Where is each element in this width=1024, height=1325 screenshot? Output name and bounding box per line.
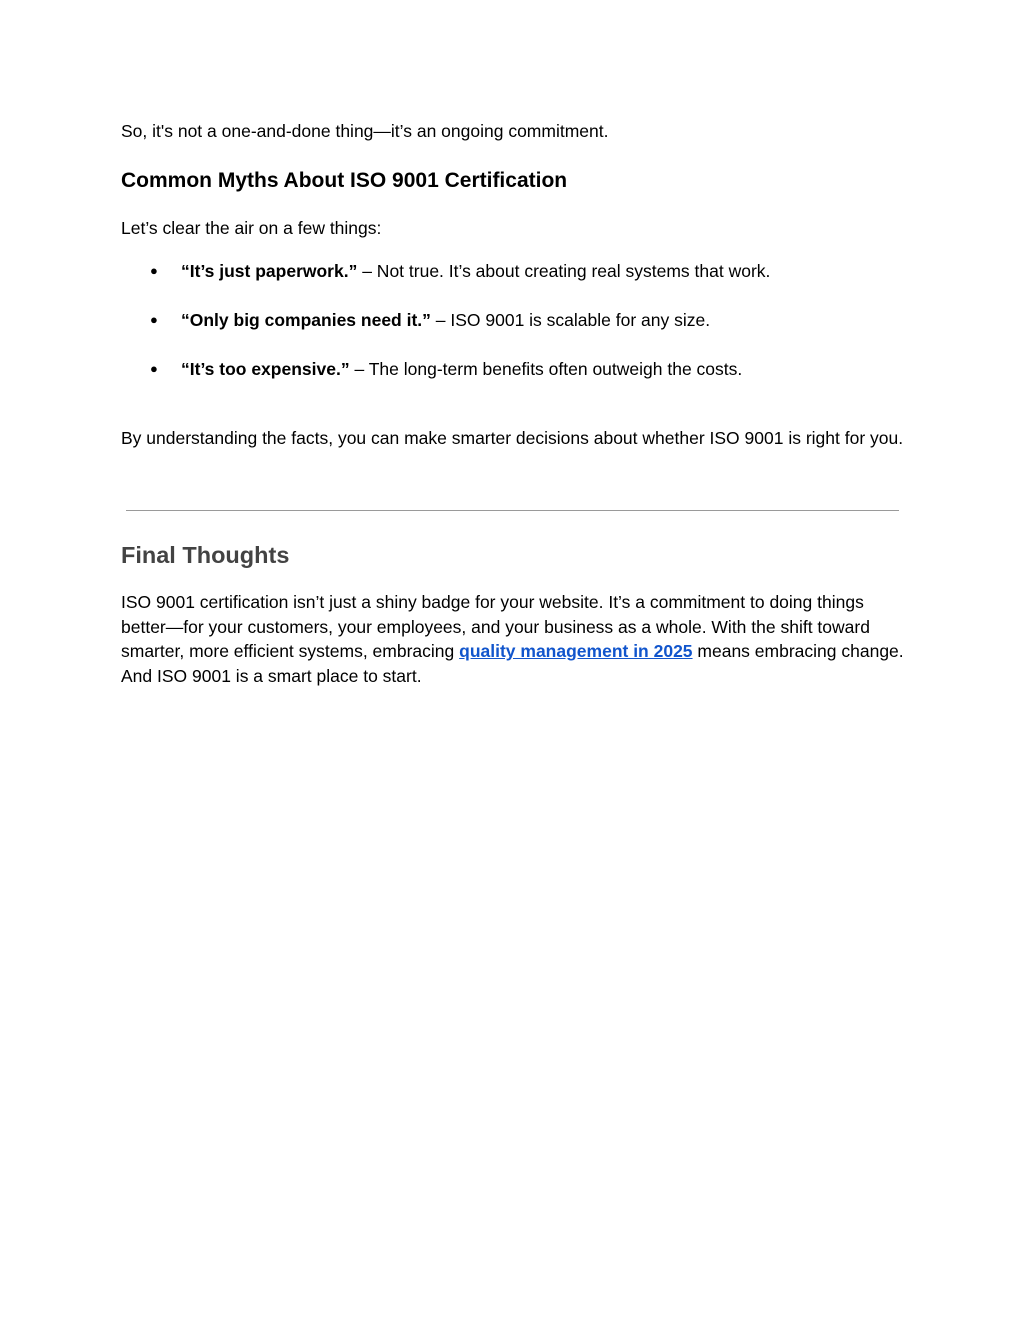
final-thoughts-paragraph <box>121 590 906 688</box>
myths-heading: Common Myths About ISO 9001 Certification <box>121 169 568 192</box>
intro-paragraph: So, it's not a one-and-done thing—it’s an ongoing commitment. <box>121 121 609 141</box>
horizontal-divider <box>126 510 899 511</box>
myth-quote: “It’s too expensive.” <box>181 359 350 379</box>
bullet-icon: ● <box>150 361 158 376</box>
list-item <box>121 308 906 357</box>
quality-management-link[interactable]: quality management in 2025 <box>459 641 693 661</box>
myths-list <box>121 259 906 406</box>
bullet-icon: ● <box>150 263 158 278</box>
myth-text <box>181 259 770 284</box>
myth-text <box>181 308 710 333</box>
myth-text <box>181 357 742 382</box>
myth-reply: – Not true. It’s about creating real systems that work. <box>357 261 771 281</box>
myths-closing-paragraph: By understanding the facts, you can make smarter decisions about whether ISO 9001 is right for you. <box>121 428 904 448</box>
myth-reply: – ISO 9001 is scalable for any size. <box>430 310 711 330</box>
bullet-icon: ● <box>150 312 158 327</box>
final-thoughts-heading: Final Thoughts <box>121 542 290 568</box>
myths-lead-paragraph: Let’s clear the air on a few things: <box>121 218 382 238</box>
final-text-after-link: means embracing change. And ISO 9001 is a smart place to start. <box>121 641 904 686</box>
myth-quote: “It’s just paperwork.” <box>181 261 358 281</box>
final-text-before-link: ISO 9001 certification isn’t just a shiny badge for your website. It’s a commitment to doing things better—for your customers, your employees, and your business as a whole. With the shift toward smarter, more efficient systems, embracing <box>121 592 870 661</box>
list-item <box>121 259 906 308</box>
list-item <box>121 357 906 406</box>
myth-quote: “Only big companies need it.” <box>181 310 431 330</box>
myth-reply: – The long-term benefits often outweigh the costs. <box>349 359 743 379</box>
